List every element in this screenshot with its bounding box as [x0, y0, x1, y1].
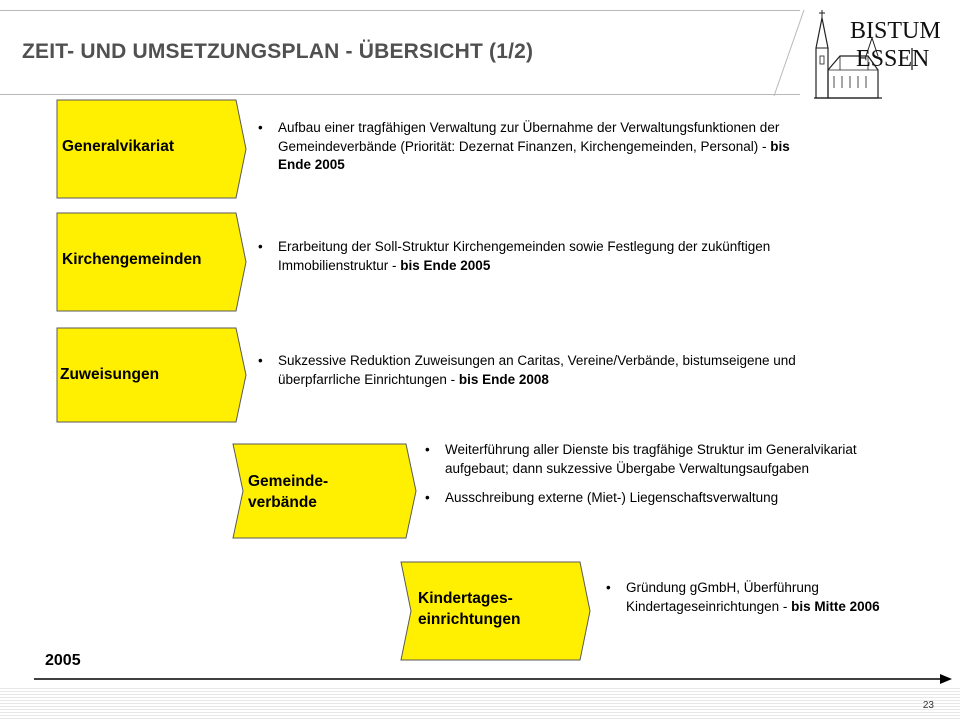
logo-text-essen: ESSEN — [856, 46, 930, 72]
bullet-text: Erarbeitung der Soll-Struktur Kirchengemeinden sowie Festlegung der zukünftigen Immobilienstruktur - — [278, 239, 771, 273]
bullet-item — [425, 489, 895, 508]
row-text-kindertageseinrichtungen — [606, 579, 916, 625]
row-text-zuweisungen — [258, 352, 803, 398]
row-text-kirchengemeinden — [258, 238, 828, 284]
bullet-text: Sukzessive Reduktion Zuweisungen an Caritas, Vereine/Verbände, bistumseigene und überpfarrliche Einrichtungen - — [278, 353, 796, 387]
chevron-label: Generalvikariat — [62, 138, 175, 155]
chevron-label — [248, 471, 328, 513]
chevron-label-line2: einrichtungen — [418, 611, 521, 628]
cathedral-icon — [810, 8, 958, 100]
footer-band — [0, 688, 960, 720]
bullet-icon: • — [258, 120, 263, 135]
chevron-label: Zuweisungen — [60, 366, 160, 383]
bullet-icon: • — [425, 442, 430, 457]
page-title: ZEIT- UND UMSETZUNGSPLAN - ÜBERSICHT (1/2) — [22, 40, 534, 63]
chevron-label-line1: Gemeinde- — [248, 473, 329, 490]
bullet-icon: • — [425, 490, 430, 505]
chevron-label-line1: Kindertages- — [418, 590, 513, 607]
timeline-year: 2005 — [45, 652, 81, 669]
timeline-arrow — [34, 672, 954, 686]
bullet-item — [258, 238, 828, 275]
bullet-text: Aufbau einer tragfähigen Verwaltung zur Übernahme der Verwaltungsfunktionen der Gemeindeverbände (Priorität: Dezernat Finanzen, Kirchengemeinden, Personal) - — [278, 120, 780, 154]
chevron-kirchengemeinden — [56, 212, 248, 312]
chevron-gemeindeverbaende — [232, 443, 418, 539]
logo-text-bistum: BISTUM — [850, 18, 941, 44]
bullet-item — [425, 441, 895, 478]
bullet-icon: • — [258, 353, 263, 368]
bullet-item — [606, 579, 916, 616]
chevron-kindertageseinrichtungen — [400, 561, 592, 661]
bullet-icon: • — [606, 580, 611, 595]
bullet-text: Gründung gGmbH, Überführung Kindertageseinrichtungen - — [626, 580, 819, 614]
row-text-generalvikariat — [258, 119, 798, 184]
bullet-deadline: bis Ende 2008 — [458, 371, 549, 387]
chevron-label — [418, 588, 520, 630]
bullet-text: Weiterführung aller Dienste bis tragfähige Struktur im Generalvikariat aufgebaut; dann sukzessive Übergabe Verwaltungsaufgaben — [445, 442, 857, 476]
chevron-label-line2: verbände — [248, 494, 317, 511]
page-number: 23 — [922, 700, 934, 711]
bullet-icon: • — [258, 239, 263, 254]
bistum-essen-logo — [810, 8, 958, 100]
bullet-item — [258, 119, 798, 175]
chevron-label: Kirchengemeinden — [62, 251, 202, 268]
bullet-text: Ausschreibung externe (Miet-) Liegenschaftsverwaltung — [445, 490, 779, 505]
bullet-deadline: bis Ende 2005 — [400, 257, 491, 273]
chevron-zuweisungen — [56, 327, 248, 423]
chevron-generalvikariat — [56, 99, 248, 199]
bullet-item — [258, 352, 803, 389]
row-text-gemeindeverbaende — [425, 441, 895, 517]
bullet-deadline: bis Mitte 2006 — [791, 598, 880, 614]
bullet-deadline: bis Ende 2005 — [278, 138, 790, 172]
